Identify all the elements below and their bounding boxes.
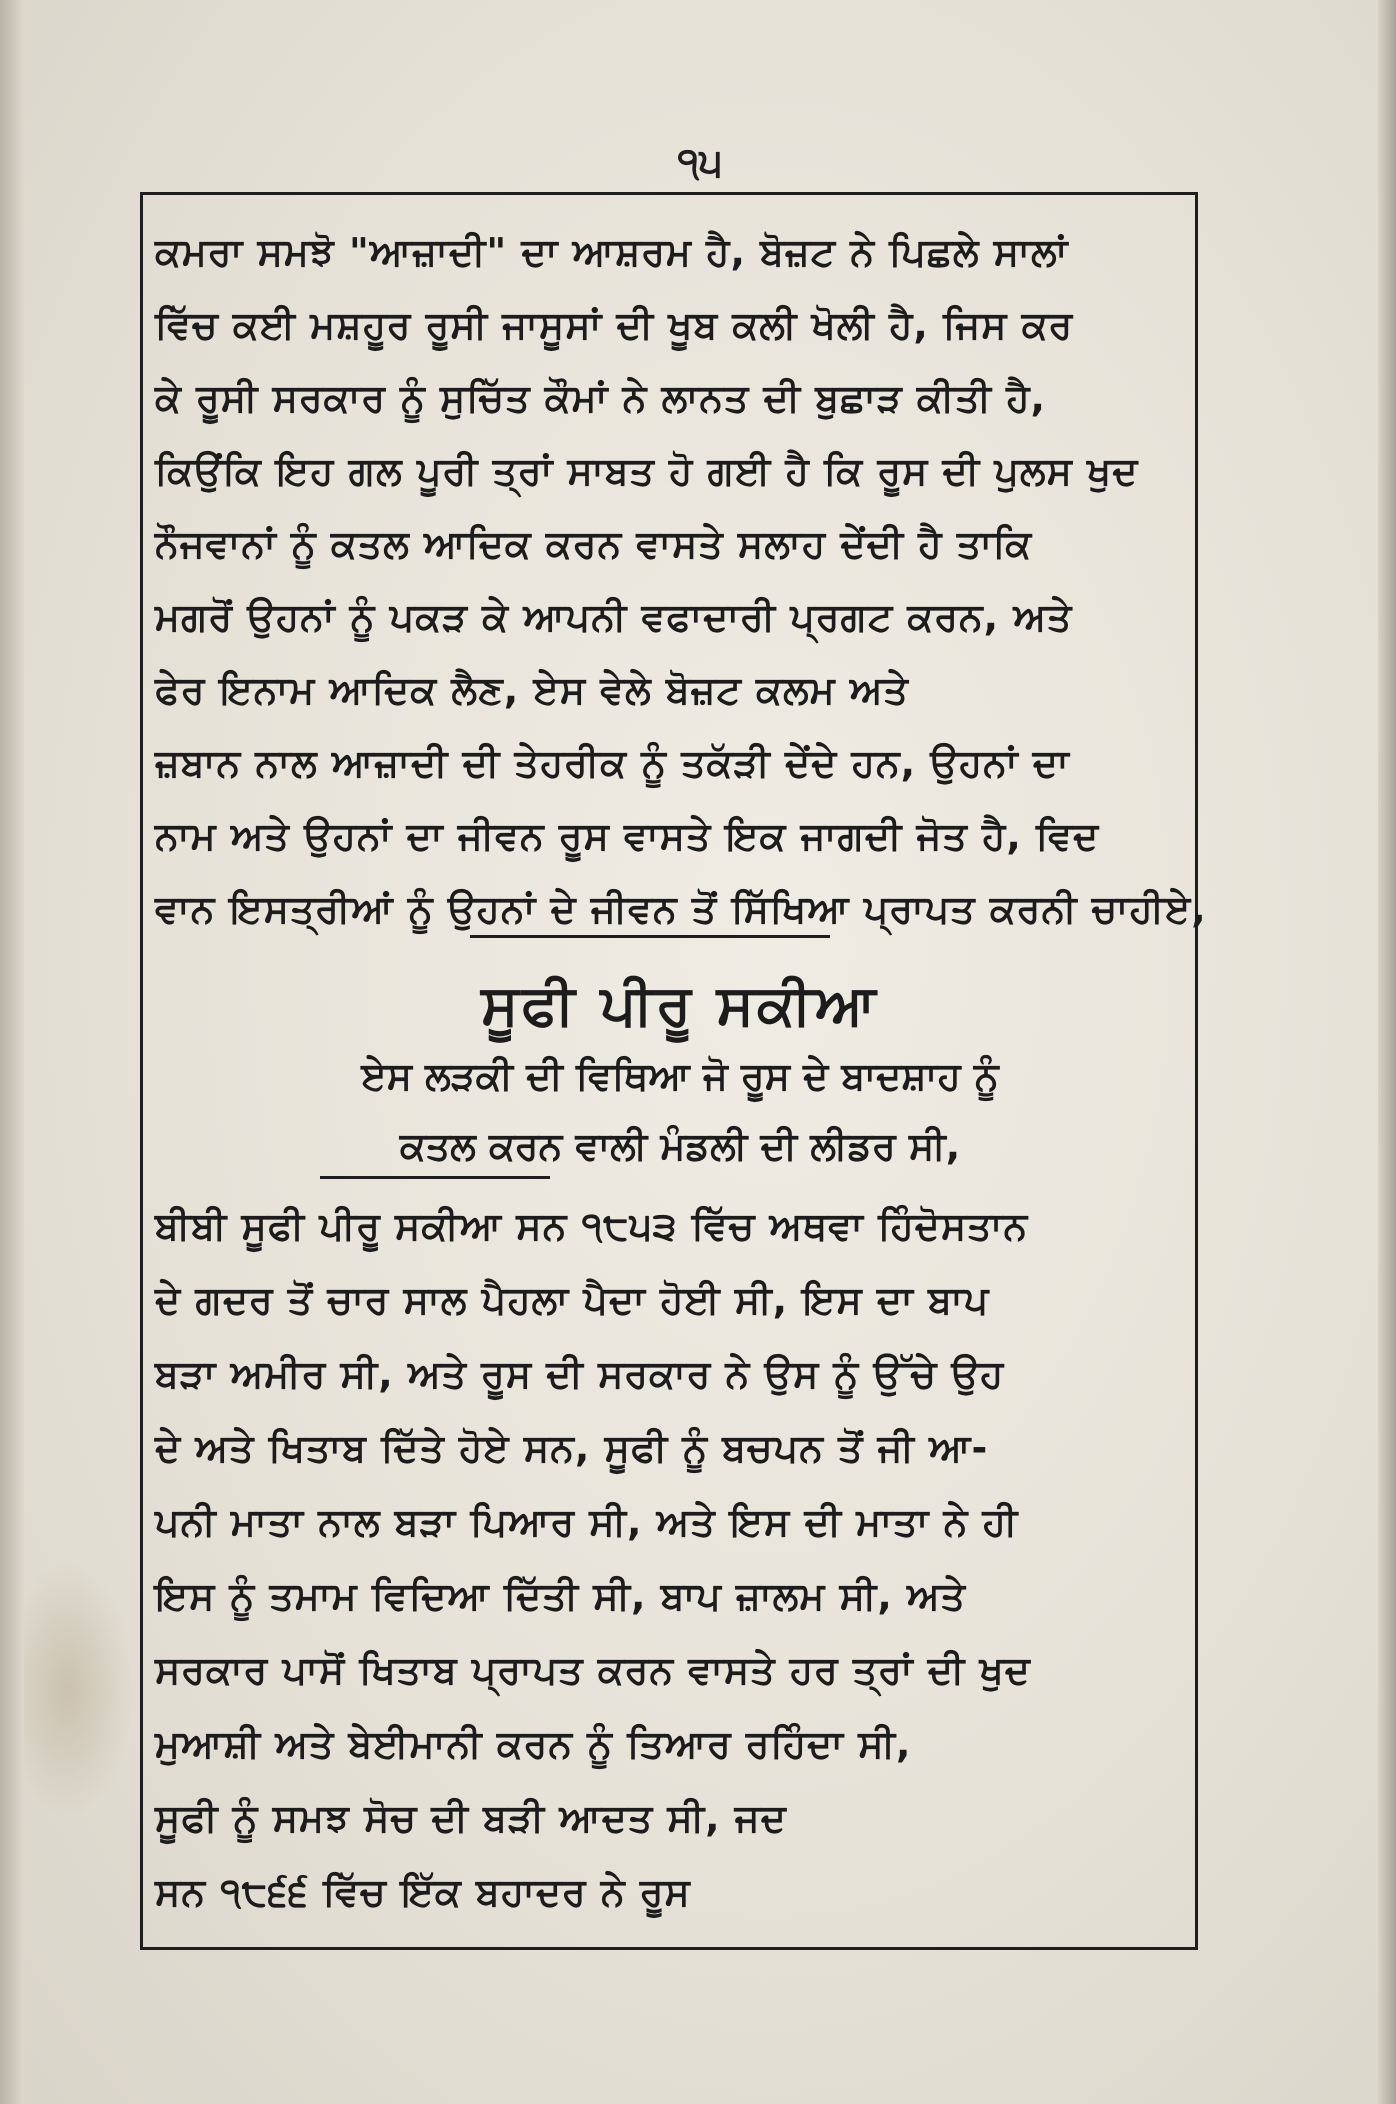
section-subheading: ਕਤਲ ਕਰਨ ਵਾਲੀ ਮੰਡਲੀ ਦੀ ਲੀਡਰ ਸੀ, [399, 1124, 961, 1168]
text-line: ਬੀਬੀ ਸੂਫੀ ਪੀਰੂ ਸਕੀਆ ਸਨ ੧੮੫੩ ਵਿੱਚ ਅਥਵਾ ਹਿੰਦੋਸਤਾਨ [155, 1204, 1029, 1248]
paper-stain [24, 1560, 134, 1820]
page-edge-shadow [1378, 0, 1396, 2104]
text-line: ਮਗਰੋਂ ਉਹਨਾਂ ਨੂੰ ਪਕੜ ਕੇ ਆਪਨੀ ਵਫਾਦਾਰੀ ਪ੍ਰਗਟ ਕਰਨ, ਅਤੇ [155, 595, 1073, 639]
text-line: ਕਮਰਾ ਸਮਝੋ "ਆਜ਼ਾਦੀ" ਦਾ ਆਸ਼ਰਮ ਹੈ, ਬੋਜ਼ਟ ਨੇ ਪਿਛਲੇ ਸਾਲਾਂ [155, 230, 1069, 274]
text-underline [470, 935, 830, 938]
text-line: ਵਿੱਚ ਕਈ ਮਸ਼ਹੂਰ ਰੂਸੀ ਜਾਸੂਸਾਂ ਦੀ ਖੂਬ ਕਲੀ ਖੋਲੀ ਹੈ, ਜਿਸ ਕਰ [155, 303, 1074, 347]
text-underline [320, 1176, 550, 1179]
text-line: ਨਾਮ ਅਤੇ ਉਹਨਾਂ ਦਾ ਜੀਵਨ ਰੂਸ ਵਾਸਤੇ ਇਕ ਜਾਗਦੀ ਜੋਤ ਹੈ, ਵਿਦ [155, 814, 1100, 858]
text-line: ਸਨ ੧੮੬੬ ਵਿੱਚ ਇੱਕ ਬਹਾਦਰ ਨੇ ਰੂਸ [155, 1870, 691, 1914]
section-subheading: ਏਸ ਲੜਕੀ ਦੀ ਵਿਥਿਆ ਜੋ ਰੂਸ ਦੇ ਬਾਦਸ਼ਾਹ ਨੂੰ [361, 1054, 999, 1098]
text-line: ਬੜਾ ਅਮੀਰ ਸੀ, ਅਤੇ ਰੂਸ ਦੀ ਸਰਕਾਰ ਨੇ ਉਸ ਨੂੰ ਉੱਚੇ ਉਹ [155, 1352, 1005, 1396]
book-spine-shadow [0, 0, 24, 2104]
text-line: ਸੂਫੀ ਨੂੰ ਸਮਝ ਸੋਚ ਦੀ ਬੜੀ ਆਦਤ ਸੀ, ਜਦ [155, 1796, 787, 1840]
section-heading: ਸੂਫੀ ਪੀਰੂ ਸਕੀਆ [481, 973, 879, 1038]
text-line: ਫੇਰ ਇਨਾਮ ਆਦਿਕ ਲੈਣ, ਏਸ ਵੇਲੇ ਬੋਜ਼ਟ ਕਲਮ ਅਤੇ [155, 668, 909, 712]
text-line: ਜ਼ਬਾਨ ਨਾਲ ਆਜ਼ਾਦੀ ਦੀ ਤੇਹਰੀਕ ਨੂੰ ਤਕੱੜੀ ਦੇਂਦੇ ਹਨ, ਉਹਨਾਂ ਦਾ [155, 741, 1070, 785]
text-line: ਇਸ ਨੂੰ ਤਮਾਮ ਵਿਦਿਆ ਦਿੱਤੀ ਸੀ, ਬਾਪ ਜ਼ਾਲਮ ਸੀ, ਅਤੇ [155, 1574, 966, 1618]
page-number: ੧੫ [677, 140, 723, 186]
text-line: ਦੇ ਅਤੇ ਖਿਤਾਬ ਦਿੱਤੇ ਹੋਏ ਸਨ, ਸੂਫੀ ਨੂੰ ਬਚਪਨ ਤੋਂ ਜੀ ਆ- [155, 1426, 989, 1470]
text-line: ਦੇ ਗਦਰ ਤੋਂ ਚਾਰ ਸਾਲ ਪੈਹਲਾ ਪੈਦਾ ਹੋਈ ਸੀ, ਇਸ ਦਾ ਬਾਪ [155, 1278, 990, 1322]
text-line: ਸਰਕਾਰ ਪਾਸੋਂ ਖਿਤਾਬ ਪ੍ਰਾਪਤ ਕਰਨ ਵਾਸਤੇ ਹਰ ਤ੍ਰਾਂ ਦੀ ਖੁਦ [155, 1648, 1031, 1692]
text-line: ਨੌਜਵਾਨਾਂ ਨੂੰ ਕਤਲ ਆਦਿਕ ਕਰਨ ਵਾਸਤੇ ਸਲਾਹ ਦੇਂਦੀ ਹੈ ਤਾਕਿ [155, 522, 1033, 566]
text-line: ਕੇ ਰੂਸੀ ਸਰਕਾਰ ਨੂੰ ਸੁਚਿੱਤ ਕੌਮਾਂ ਨੇ ਲਾਨਤ ਦੀ ਬੁਛਾੜ ਕੀਤੀ ਹੈ, [155, 376, 1046, 420]
text-line: ਮੁਆਸ਼ੀ ਅਤੇ ਬੇਈਮਾਨੀ ਕਰਨ ਨੂੰ ਤਿਆਰ ਰਹਿੰਦਾ ਸੀ, [155, 1722, 912, 1766]
text-line: ਪਨੀ ਮਾਤਾ ਨਾਲ ਬੜਾ ਪਿਆਰ ਸੀ, ਅਤੇ ਇਸ ਦੀ ਮਾਤਾ ਨੇ ਹੀ [155, 1500, 1019, 1544]
text-line: ਕਿਉਂਕਿ ਇਹ ਗਲ ਪੂਰੀ ਤ੍ਰਾਂ ਸਾਬਤ ਹੋ ਗਈ ਹੈ ਕਿ ਰੂਸ ਦੀ ਪੁਲਸ ਖੁਦ [155, 449, 1139, 493]
text-line: ਵਾਨ ਇਸਤ੍ਰੀਆਂ ਨੂੰ ਉਹਨਾਂ ਦੇ ਜੀਵਨ ਤੋਂ ਸਿੱਖਿਆ ਪ੍ਰਾਪਤ ਕਰਨੀ ਚਾਹੀਏ, [155, 887, 1207, 931]
